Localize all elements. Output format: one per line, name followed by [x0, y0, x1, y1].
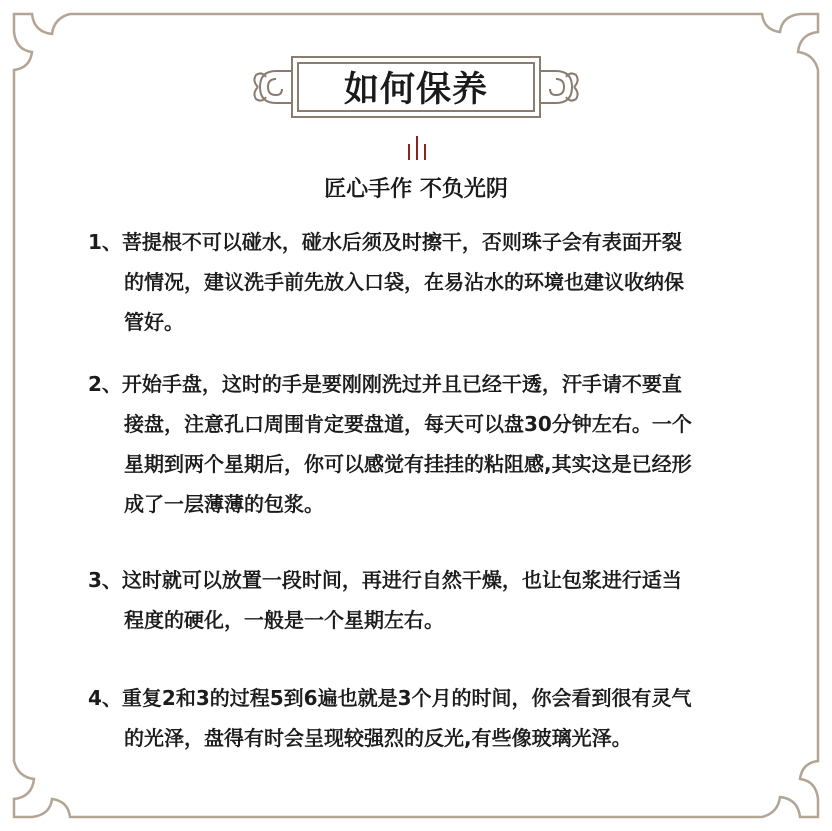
step-line: 星期到两个星期后，你可以感觉有挂挂的粘阻感,其实这是已经形 [124, 452, 692, 476]
step-line: 2、开始手盘，这时的手是要刚刚洗过并且已经干透，汗手请不要直 [88, 372, 682, 396]
step-line: 程度的硬化，一般是一个星期左右。 [124, 608, 444, 632]
step-line: 的光泽，盘得有时会呈现较强烈的反光,有些像玻璃光泽。 [124, 726, 632, 750]
page-title: 如何保养 [343, 70, 488, 110]
step-line: 3、这时就可以放置一段时间，再进行自然干燥，也让包浆进行适当 [88, 568, 682, 592]
step-line: 接盘，注意孔口周围肯定要盘道，每天可以盘30分钟左右。一个 [124, 412, 692, 436]
divider-bars-icon [405, 136, 429, 162]
care-step-1 [88, 222, 768, 342]
step-line: 的情况，建议洗手前先放入口袋，在易沾水的环境也建议收纳保 [124, 270, 684, 294]
care-step-4 [88, 678, 768, 758]
care-step-2 [88, 364, 768, 524]
step-line: 1、菩提根不可以碰水，碰水后须及时擦干，否则珠子会有表面开裂 [88, 230, 682, 254]
step-line: 4、重复2和3的过程5到6遍也就是3个月的时间，你会看到很有灵气 [88, 686, 692, 710]
step-line: 管好。 [124, 310, 184, 334]
care-step-3 [88, 560, 768, 640]
subtitle: 匠心手作 不负光阴 [324, 177, 508, 202]
step-line: 成了一层薄薄的包浆。 [124, 492, 324, 516]
